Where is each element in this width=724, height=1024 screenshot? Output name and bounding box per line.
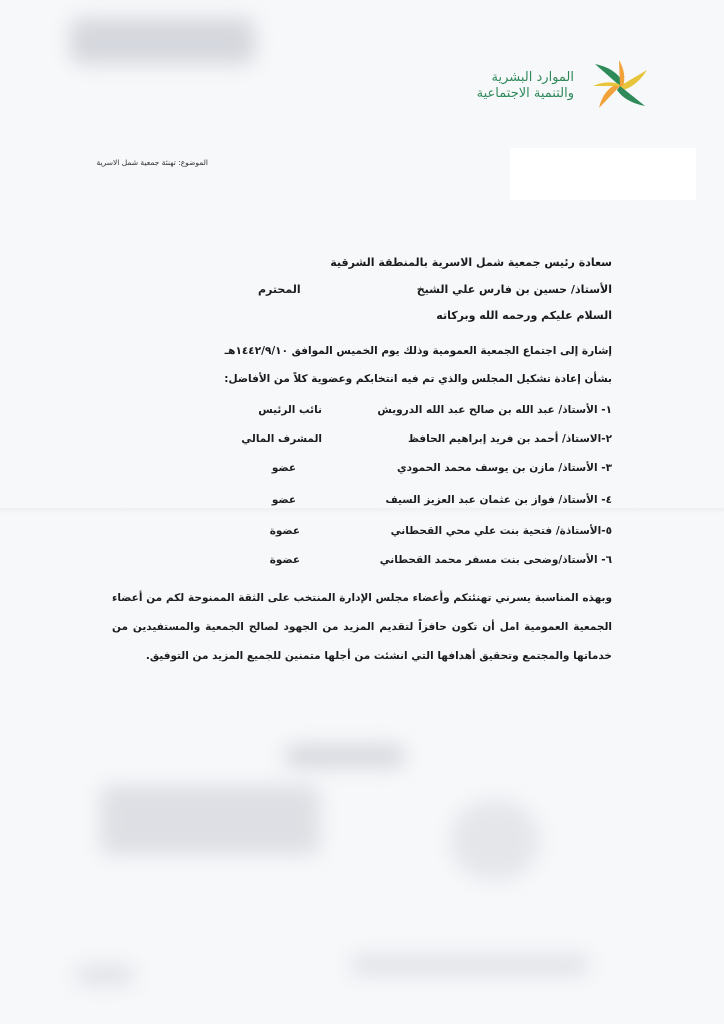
redacted-stamp [450,800,540,880]
redacted-title-block [285,745,405,767]
redacted-footer-left [75,965,135,985]
recipient-name: الأستاذ/ حسين بن فارس علي الشيخ [416,283,612,296]
member-role: نائب الرئيس [258,404,322,416]
intro-line2: بشأن إعادة تشكيل المجلس والذي تم فيه انتخابكم وعضوية كلاً من الأفاضل: [224,373,612,385]
honorific: المحترم [258,283,301,296]
member-role: عضوة [269,554,300,566]
redacted-header-block [70,18,255,64]
member-row [112,433,612,449]
subject-line: الموضوع: تهنئة جمعية شمل الاسرية [96,158,208,167]
ministry-line2: والتنمية الاجتماعية [476,86,574,101]
ministry-line1: الموارد البشرية [491,70,574,85]
intro-line1: إشارة إلى اجتماع الجمعية العمومية وذلك يوم الخميس الموافق ١٤٤٢/٩/١٠هـ [224,345,612,357]
member-name: ٣- الأستاذ/ مازن بن يوسف محمد الحمودي [396,462,612,474]
member-row [112,554,612,570]
member-row [112,462,612,478]
ministry-name [477,70,574,102]
member-name: ٢-الاستاذ/ أحمد بن فريد إبراهيم الحافظ [408,433,612,445]
member-row [112,525,612,541]
greeting: السلام عليكم ورحمه الله وبركاته [436,309,612,322]
closing-paragraph: وبهذه المناسبة يسرني تهنئتكم وأعضاء مجلس الإدارة المنتخب على الثقة الممنوحة لكم من أعضاء الجمعية العمومية امل أن تكون حافزاً لتقديم المزيد من الجهود لصالح الجمعية والمستفيدين من خدماتها والمجتمع وتحقيق أهدافها التي انشئت من أجلها متمنين للجميع المزيد من التوفيق. [112,592,612,662]
addressee: سعادة رئيس جمعية شمل الاسرية بالمنطقة الشرقية [330,256,612,269]
member-name: ٦- الأستاذ/وضحى بنت مسفر محمد القحطاني [379,554,612,566]
redacted-signature-block [100,785,320,855]
member-role: عضو [271,462,296,474]
member-role: المشرف المالي [241,433,322,445]
member-row [112,404,612,420]
redacted-white-box [510,148,696,200]
member-name: ٤- الأستاذ/ فواز بن عثمان عبد العزيز السيف [385,494,612,506]
member-name: ٥-الأستاذة/ فتحية بنت علي محي القحطاني [390,525,612,537]
member-row [112,494,612,510]
redacted-footer-block [350,955,590,975]
member-role: عضوة [269,525,300,537]
member-name: ١- الأستاذ/ عبد الله بن صالح عبد الله الدرويش [377,404,612,416]
ministry-logo-icon [585,56,655,116]
member-role: عضو [271,494,296,506]
